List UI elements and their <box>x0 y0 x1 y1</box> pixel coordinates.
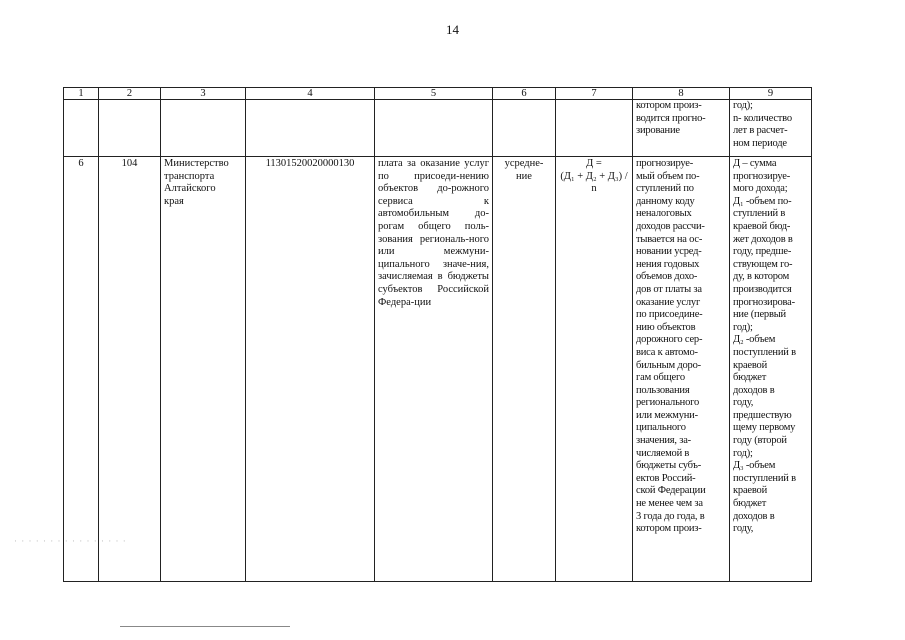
table-row <box>64 157 812 582</box>
column-header-3: 3 <box>161 88 246 100</box>
formula-line-3: n <box>591 183 597 195</box>
cont-legend-cell: год); n- количество лет в расчет- ном периоде <box>730 100 812 157</box>
description-cell: прогнозируе- мый объем по- ступлений по данному коду неналоговых доходов рассчи- тывается на ос- новании усред- нения годовых объемов дохо- дов от платы за оказание услуг по присоедине- нию объектов дорожного сер- виса к автомо- бильным доро- гам общего пользования регионального или межмуни- ципального значения, за- числяемой в бюджеты субъ- ектов Россий- ской Федерации не менее чем за 3 года до года, в котором произ- <box>633 157 730 582</box>
column-header-7: 7 <box>556 88 633 100</box>
column-header-5: 5 <box>375 88 493 100</box>
cont-cell-4 <box>246 100 375 157</box>
cont-cell-7 <box>556 100 633 157</box>
cont-cell-2 <box>99 100 161 157</box>
cont-cell-6 <box>493 100 556 157</box>
column-header-8: 8 <box>633 88 730 100</box>
column-header-9: 9 <box>730 88 812 100</box>
cont-description-cell: котором произ- водится прогно- зирование <box>633 100 730 157</box>
column-header-1: 1 <box>64 88 99 100</box>
formula-line-2: (Д₁ + Д₂ + Д₃) / <box>560 170 628 182</box>
forecast-method-table <box>63 87 812 582</box>
budget-code-cell: 11301520020000130 <box>246 157 375 582</box>
cont-cell-1 <box>64 100 99 157</box>
legend-cell: Д – сумма прогнозируе- мого дохода; Д₁ -объем по- ступлений в краевой бюд- жет доходов в году, предше- ствующем го- ду, в котором производится прогнозирова- ние (первый год); Д₂ -объем поступлений в краевой бюджет доходов в году, предшествую щему первому году (второй год); Д₃ -объем поступлений в краевой бюджет доходов в году, <box>730 157 812 582</box>
footer-rule <box>120 626 290 627</box>
method-cell: усредне- ние <box>493 157 556 582</box>
column-header-2: 2 <box>99 88 161 100</box>
formula-line-1: Д = <box>586 158 602 169</box>
admin-code-cell: 104 <box>99 157 161 582</box>
page-number: 14 <box>446 22 459 37</box>
cont-cell-3 <box>161 100 246 157</box>
column-header-4: 4 <box>246 88 375 100</box>
column-header-6: 6 <box>493 88 556 100</box>
column-number-row <box>64 88 812 100</box>
administrator-cell: Министерство транспорта Алтайского края <box>161 157 246 582</box>
row-number-cell: 6 <box>64 157 99 582</box>
continuation-row <box>64 100 812 157</box>
formula-cell <box>556 157 633 582</box>
revenue-name-cell: плата за оказание услуг по присоеди-нению объектов до-рожного сервиса к автомобильным до-рогам общего поль-зования региональ-ного или межмуни-ципального значе-ния, зачисляемая в бюджеты субъектов Российской Федера-ции <box>375 157 493 582</box>
scan-artifact: · · · · · · · · · · · · · · · · <box>14 536 127 546</box>
cont-cell-5 <box>375 100 493 157</box>
